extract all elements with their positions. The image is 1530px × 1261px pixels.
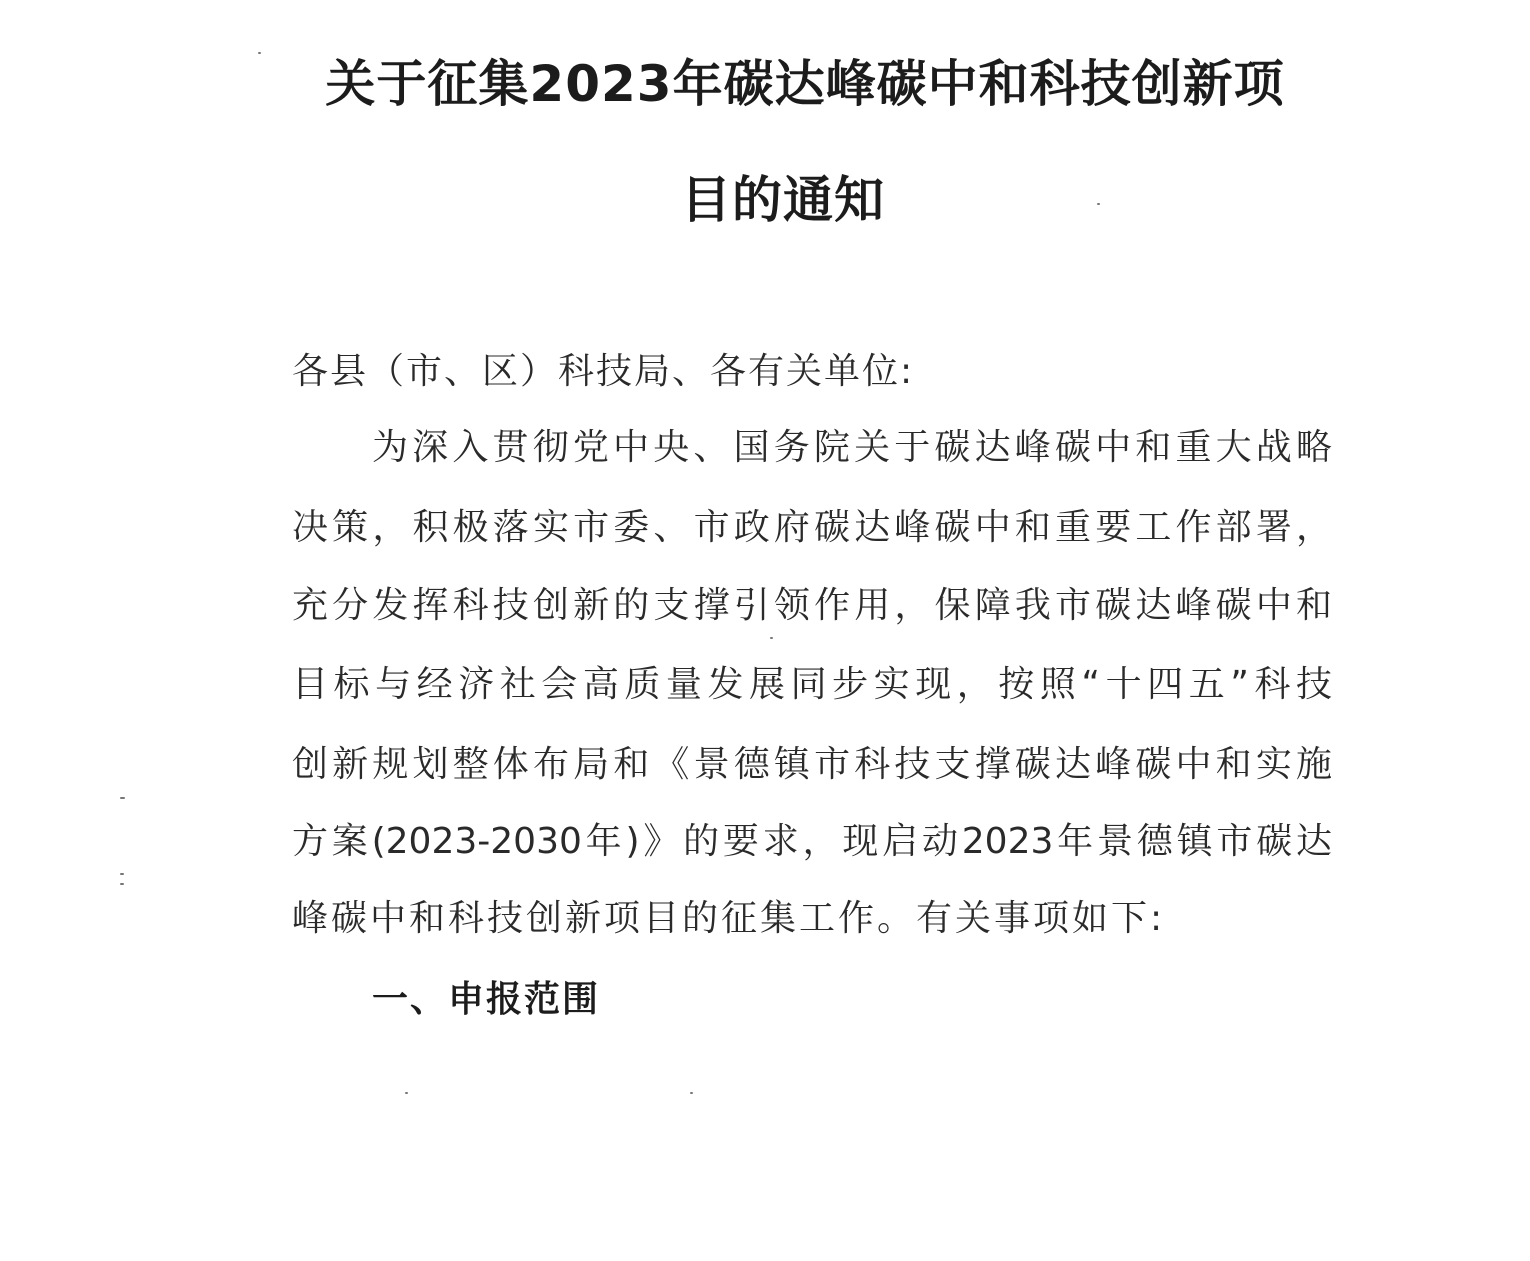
paragraph-line: 创新规划整体布局和《景德镇市科技支撑碳达峰碳中和实施	[292, 744, 1332, 785]
document-title-line-2: 目的通知	[681, 171, 885, 229]
paragraph-line: 为深入贯彻党中央、国务院关于碳达峰碳中和重大战略	[372, 427, 1332, 468]
scan-speck	[405, 1092, 408, 1094]
scan-speck	[120, 797, 125, 799]
document-title-line-1: 关于征集2023年碳达峰碳中和科技创新项	[325, 55, 1285, 113]
paragraph-line: 峰碳中和科技创新项目的征集工作。有关事项如下:	[292, 898, 1166, 939]
scan-speck	[120, 883, 124, 885]
scan-speck	[1097, 203, 1100, 205]
paragraph-line: 方案(2023-2030年)》的要求，现启动2023年景德镇市碳达	[292, 821, 1332, 862]
scan-speck	[258, 52, 261, 54]
scan-speck	[120, 873, 124, 875]
scan-speck	[690, 1092, 693, 1094]
salutation: 各县（市、区）科技局、各有关单位:	[292, 351, 915, 392]
paragraph-line: 目标与经济社会高质量发展同步实现，按照“十四五”科技	[292, 664, 1332, 705]
section-heading: 一、申报范围	[372, 979, 601, 1020]
paragraph-line: 充分发挥科技创新的支撑引领作用，保障我市碳达峰碳中和	[292, 585, 1332, 626]
scan-speck	[770, 637, 773, 639]
paragraph-line: 决策，积极落实市委、市政府碳达峰碳中和重要工作部署，	[292, 507, 1332, 548]
